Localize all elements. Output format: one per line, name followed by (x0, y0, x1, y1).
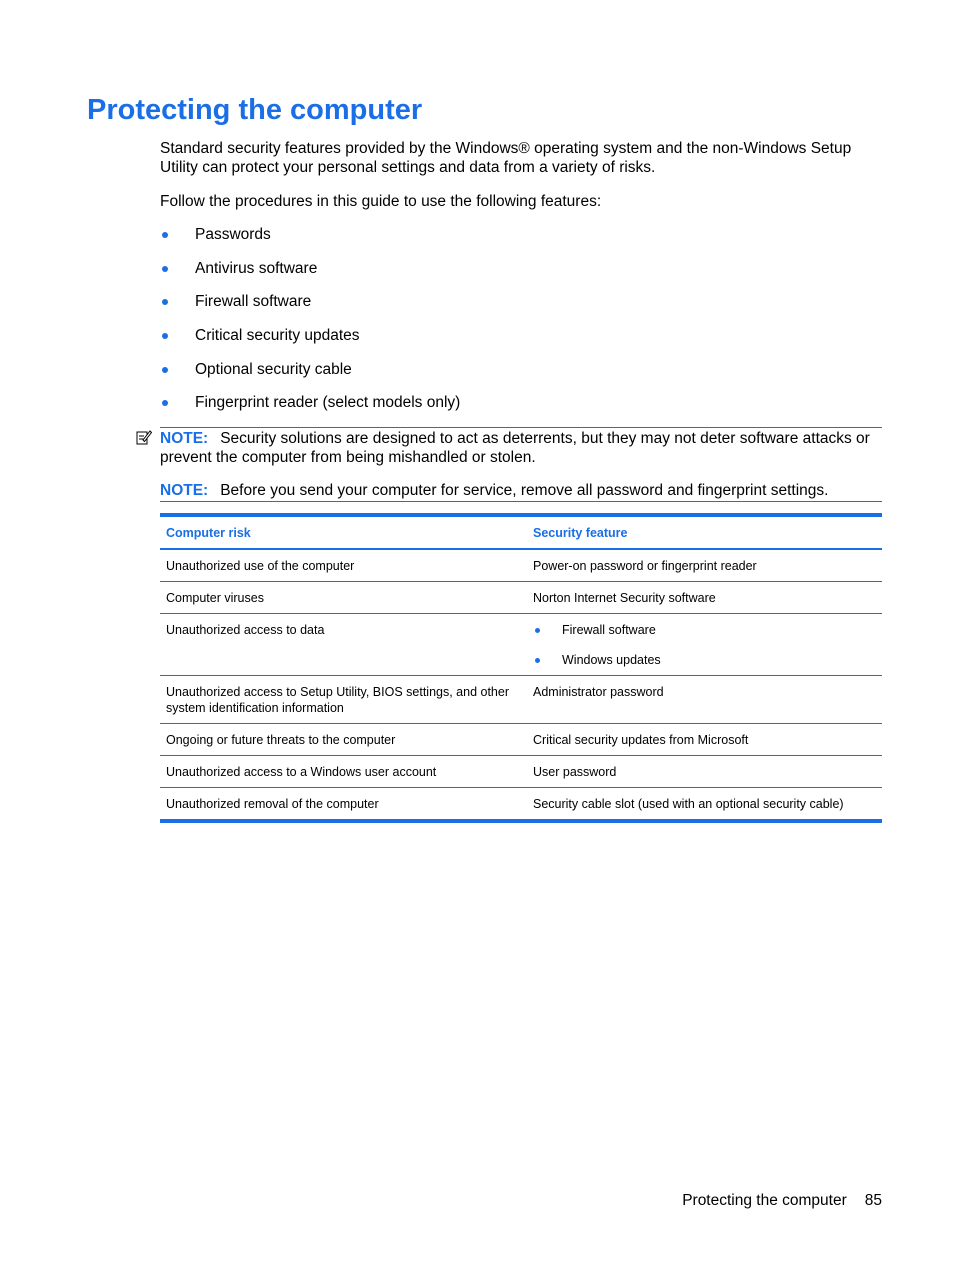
table-row (160, 724, 882, 756)
list-item (160, 390, 460, 424)
feature-cell: Administrator password (527, 676, 882, 724)
follow-paragraph: Follow the procedures in this guide to use the following features: (160, 193, 602, 210)
page-footer (682, 1192, 882, 1210)
feature-label: Windows updates (562, 653, 661, 667)
list-item (160, 222, 460, 256)
risk-cell: Unauthorized use of the computer (160, 549, 527, 582)
list-item (160, 323, 460, 357)
page-number: 85 (864, 1192, 882, 1209)
bullet-icon (162, 400, 168, 406)
table-row (160, 676, 882, 724)
feature-label: Firewall software (195, 293, 312, 311)
note-pencil-icon (136, 429, 152, 445)
list-item (533, 652, 876, 668)
feature-cell: Power-on password or fingerprint reader (527, 549, 882, 582)
bullet-icon (535, 658, 540, 663)
table-header-row (160, 515, 882, 549)
feature-cell: User password (527, 756, 882, 788)
list-item (160, 256, 460, 290)
feature-label: Passwords (195, 226, 271, 243)
feature-cell: Norton Internet Security software (527, 582, 882, 614)
feature-label: Critical security updates (195, 327, 360, 345)
bullet-icon (162, 299, 168, 305)
risk-table (160, 513, 882, 823)
feature-cell (527, 614, 882, 676)
risk-cell: Unauthorized access to data (160, 614, 527, 676)
feature-sublist (533, 622, 876, 668)
risk-cell: Unauthorized removal of the computer (166, 797, 379, 811)
feature-label: Antivirus software (195, 259, 318, 277)
bullet-icon (162, 266, 168, 272)
table-row (160, 788, 882, 822)
risk-cell: Computer viruses (160, 582, 527, 614)
bullet-icon (162, 333, 168, 339)
feature-cell: Critical security updates from Microsoft (527, 724, 882, 756)
feature-cell: Security cable slot (used with an optional security cable) (533, 797, 844, 811)
note-text: Security solutions are designed to act as deterrents, but they may not deter software attacks or prevent the computer from being mishandled or stolen. (160, 430, 870, 466)
risk-cell: Ongoing or future threats to the computer (160, 724, 527, 756)
list-item (533, 622, 876, 638)
intro-paragraph: Standard security features provided by the Windows® operating system and the non-Windows Setup Utility can protect your personal settings and data from a variety of risks. (160, 140, 852, 176)
bullet-icon (162, 232, 168, 238)
column-header-feature: Security feature (527, 515, 882, 549)
feature-label: Firewall software (562, 623, 656, 637)
table-row (160, 549, 882, 582)
table-row (160, 756, 882, 788)
risk-cell: Unauthorized access to a Windows user account (160, 756, 527, 788)
note-service (160, 481, 882, 502)
list-item (160, 357, 460, 391)
table-row (160, 614, 882, 676)
bullet-icon (162, 367, 168, 373)
footer-section-title: Protecting the computer (682, 1192, 847, 1209)
note-label: NOTE: (160, 482, 209, 499)
feature-list (160, 222, 460, 424)
table-row (160, 582, 882, 614)
note-security (160, 427, 882, 467)
bullet-icon (535, 628, 540, 633)
feature-label: Optional security cable (195, 360, 352, 378)
page-title: Protecting the computer (87, 94, 423, 126)
feature-label: Fingerprint reader (select models only) (195, 394, 461, 412)
risk-cell: Unauthorized access to Setup Utility, BIOS settings, and other system identification information (160, 676, 527, 724)
note-text: Before you send your computer for service, remove all password and fingerprint settings. (220, 482, 829, 499)
list-item (160, 289, 460, 323)
note-label: NOTE: (160, 430, 209, 447)
column-header-risk: Computer risk (160, 515, 527, 549)
